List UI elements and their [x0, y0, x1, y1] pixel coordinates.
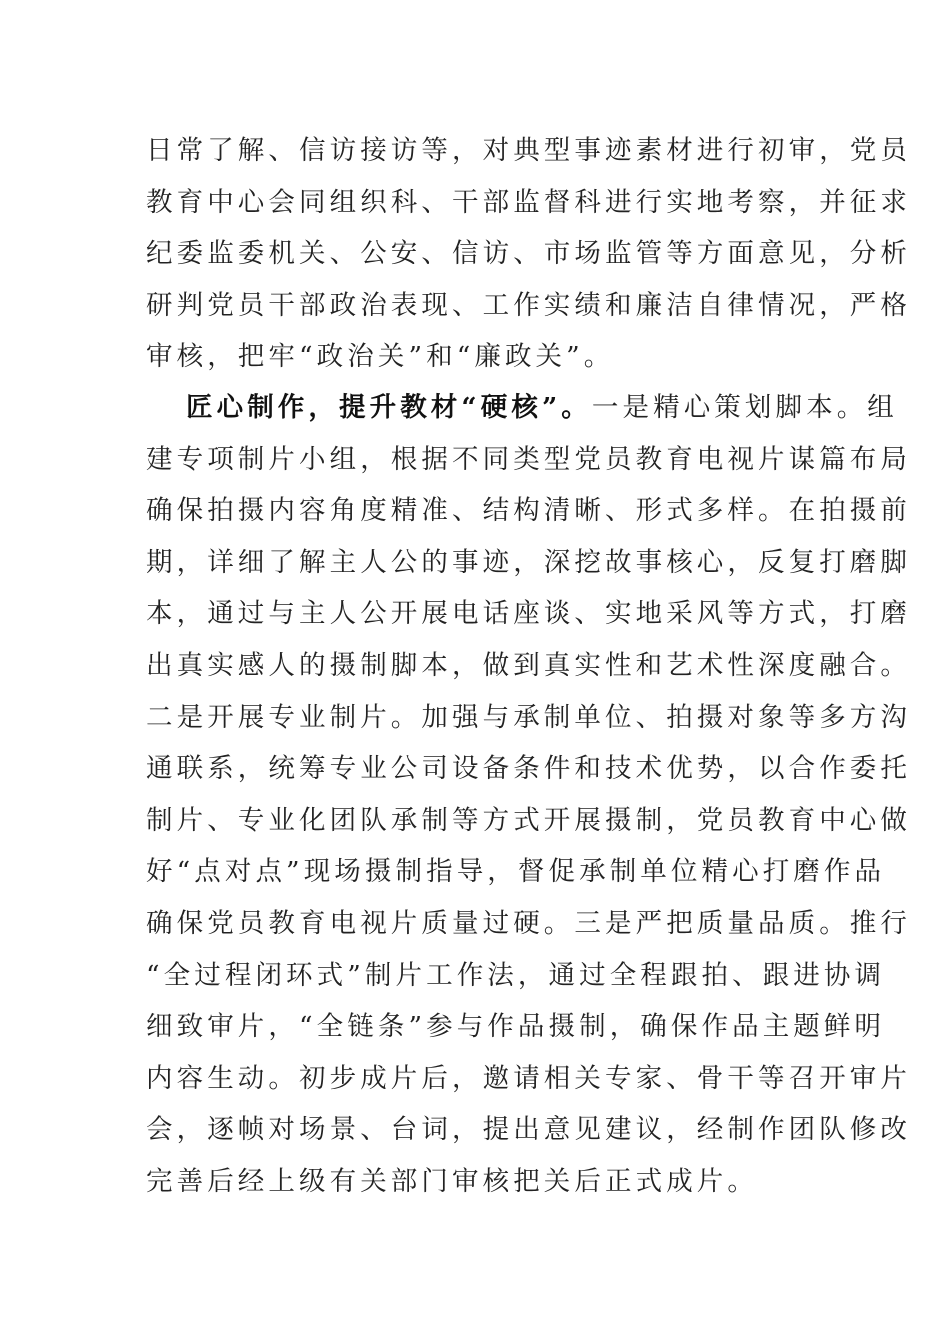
paragraph-first-line: [146, 382, 898, 434]
paragraph-line: 研判党员干部政治表现、工作实绩和廉洁自律情况，严格: [146, 289, 911, 321]
paragraph-line: 纪委监委机关、公安、信访、市场监管等方面意见，分析: [146, 238, 911, 270]
paragraph-line: 制片、专业化团队承制等方式开展摄制，党员教育中心做: [146, 804, 911, 836]
paragraph-first-line-text: 一是精心策划脚本。组: [591, 392, 898, 423]
paragraph-review-process: [146, 125, 911, 383]
paragraph-line: 期，详细了解主人公的事迹，深挖故事核心，反复打磨脚: [146, 546, 911, 578]
paragraph-line: 细致审片，“全链条”参与作品摄制，确保作品主题鲜明: [146, 1011, 886, 1043]
paragraph-production: [146, 382, 911, 1208]
paragraph-heading: 匠心制作，提升教材“硬核”。: [186, 392, 592, 423]
paragraph-line: 完善后经上级有关部门审核把关后正式成片。: [146, 1165, 758, 1197]
paragraph-line: 建专项制片小组，根据不同类型党员教育电视片谋篇布局: [146, 443, 911, 475]
paragraph-line: 确保拍摄内容角度精准、结构清晰、形式多样。在拍摄前: [146, 495, 911, 527]
paragraph-line: 审核，把牢“政治关”和“廉政关”。: [146, 341, 615, 373]
paragraph-line: 会，逐帧对场景、台词，提出意见建议，经制作团队修改: [146, 1114, 911, 1146]
paragraph-line: 日常了解、信访接访等，对典型事迹素材进行初审，党员: [146, 135, 911, 166]
paragraph-line: “全过程闭环式”制片工作法，通过全程跟拍、跟进协调: [146, 959, 886, 991]
paragraph-line: 内容生动。初步成片后，邀请相关专家、骨干等召开审片: [146, 1062, 911, 1094]
paragraph-line: 二是开展专业制片。加强与承制单位、拍摄对象等多方沟: [146, 701, 911, 733]
paragraph-line: 教育中心会同组织科、干部监督科进行实地考察，并征求: [146, 186, 911, 218]
paragraph-line: 本，通过与主人公开展电话座谈、实地采风等方式，打磨: [146, 598, 911, 630]
paragraph-line: 通联系，统筹专业公司设备条件和技术优势，以合作委托: [146, 753, 911, 785]
paragraph-line: 确保党员教育电视片质量过硬。三是严把质量品质。推行: [146, 907, 911, 939]
paragraph-line: 出真实感人的摄制脚本，做到真实性和艺术性深度融合。: [146, 649, 911, 681]
paragraph-line: 好“点对点”现场摄制指导，督促承制单位精心打磨作品: [146, 856, 886, 888]
